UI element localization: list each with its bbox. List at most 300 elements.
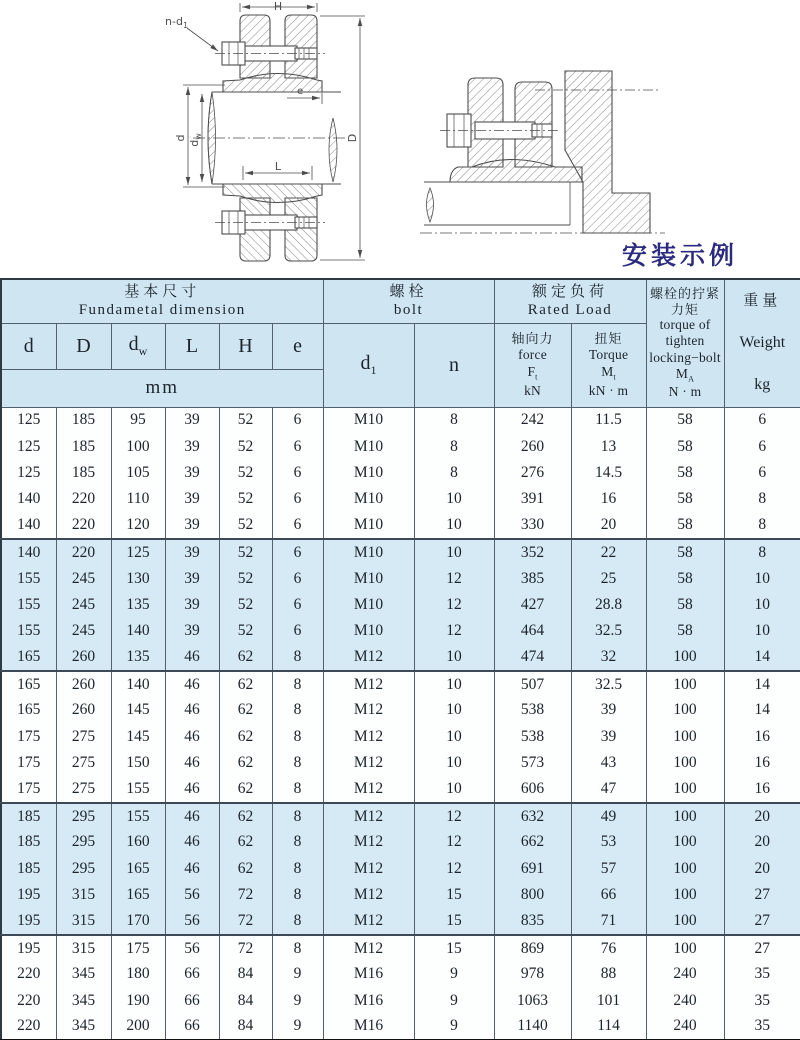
table-cell: 125	[1, 407, 56, 433]
table-cell: 6	[724, 407, 800, 433]
table-cell: 8	[724, 539, 800, 565]
table-cell: 46	[165, 750, 219, 776]
table-cell: 8	[272, 908, 323, 934]
table-cell: 88	[571, 961, 646, 987]
table-cell: 175	[1, 750, 56, 776]
header-weight-en: Weight	[739, 334, 786, 352]
table-cell: M10	[323, 565, 414, 591]
table-cell: 8	[272, 803, 323, 829]
table-cell: 43	[571, 750, 646, 776]
table-cell: 52	[219, 565, 272, 591]
table-cell: 140	[1, 513, 56, 539]
table-cell: 72	[219, 882, 272, 908]
table-cell: 220	[1, 988, 56, 1014]
table-cell: 58	[646, 618, 724, 644]
table-cell: 9	[414, 961, 494, 987]
table-cell: 39	[165, 592, 219, 618]
table-cell: 100	[646, 645, 724, 671]
table-cell: 28.8	[571, 592, 646, 618]
table-cell: 869	[494, 935, 571, 961]
table-cell: M16	[323, 961, 414, 987]
dim-label-H: H	[273, 0, 283, 13]
col-header-d1: $d_1$	[323, 323, 414, 407]
table-cell: M12	[323, 882, 414, 908]
table-cell: 145	[111, 724, 165, 750]
table-cell: 8	[272, 697, 323, 723]
table-cell: 245	[56, 592, 111, 618]
table-cell: 12	[414, 565, 494, 591]
table-row	[1, 697, 800, 723]
table-cell: 84	[219, 988, 272, 1014]
table-cell: 6	[272, 565, 323, 591]
table-cell: M10	[323, 407, 414, 433]
table-cell: M10	[323, 433, 414, 459]
table-cell: 14	[724, 671, 800, 697]
table-cell: 39	[165, 565, 219, 591]
col-header-d: d	[1, 323, 56, 369]
table-cell: 52	[219, 486, 272, 512]
table-cell: 101	[571, 988, 646, 1014]
table-cell: 125	[1, 433, 56, 459]
table-cell: 12	[414, 856, 494, 882]
table-cell: 6	[272, 539, 323, 565]
table-cell: 58	[646, 460, 724, 486]
table-cell: 9	[272, 988, 323, 1014]
installation-example-caption: 安装示例	[621, 243, 738, 270]
table-cell: 10	[414, 724, 494, 750]
torque-cn: 扭矩	[594, 330, 623, 346]
table-cell: 140	[1, 486, 56, 512]
table-cell: 46	[165, 856, 219, 882]
table-cell: 35	[724, 961, 800, 987]
table-cell: 662	[494, 829, 571, 855]
col-header-L: L	[165, 323, 219, 369]
table-cell: M12	[323, 671, 414, 697]
table-cell: 140	[111, 671, 165, 697]
table-cell: 12	[414, 618, 494, 644]
table-cell: 35	[724, 988, 800, 1014]
table-cell: 573	[494, 750, 571, 776]
col-header-dw: $d_w$	[111, 323, 165, 369]
table-cell: 220	[56, 513, 111, 539]
table-cell: 39	[165, 486, 219, 512]
col-header-D: D	[56, 323, 111, 369]
table-cell: 62	[219, 645, 272, 671]
table-cell: 130	[111, 565, 165, 591]
header-weight-cn: 重量	[743, 293, 782, 310]
table-row	[1, 961, 800, 987]
table-cell: 53	[571, 829, 646, 855]
table-cell: 330	[494, 513, 571, 539]
table-cell: 46	[165, 724, 219, 750]
table-cell: 240	[646, 961, 724, 987]
table-cell: 32.5	[571, 671, 646, 697]
table-cell: 76	[571, 935, 646, 961]
table-cell: 39	[571, 724, 646, 750]
header-group-bolt	[323, 279, 494, 323]
table-cell: 72	[219, 935, 272, 961]
table-cell: 155	[111, 776, 165, 802]
table-cell: 100	[646, 803, 724, 829]
table-cell: 10	[414, 486, 494, 512]
table-cell: 84	[219, 1014, 272, 1040]
table-cell: 165	[1, 645, 56, 671]
table-cell: 315	[56, 882, 111, 908]
table-cell: 10	[414, 776, 494, 802]
table-cell: M12	[323, 724, 414, 750]
table-cell: 8	[272, 882, 323, 908]
table-cell: 100	[646, 724, 724, 750]
table-cell: 20	[724, 829, 800, 855]
table-cell: 352	[494, 539, 571, 565]
table-cell: 16	[571, 486, 646, 512]
table-cell: 16	[724, 750, 800, 776]
table-cell: 62	[219, 856, 272, 882]
table-cell: 8	[414, 433, 494, 459]
table-cell: 8	[272, 645, 323, 671]
table-cell: 135	[111, 645, 165, 671]
table-cell: 185	[1, 829, 56, 855]
table-cell: 39	[165, 513, 219, 539]
table-cell: 32	[571, 645, 646, 671]
table-cell: 62	[219, 750, 272, 776]
table-row	[1, 856, 800, 882]
dim-label-n-d1: $n-d_1$	[165, 15, 189, 30]
table-cell: 195	[1, 908, 56, 934]
table-cell: 345	[56, 1014, 111, 1040]
axial-unit: kN	[524, 382, 541, 398]
table-cell: 62	[219, 776, 272, 802]
table-row	[1, 803, 800, 829]
table-header	[1, 279, 800, 407]
table-cell: 260	[56, 645, 111, 671]
table-cell: 275	[56, 750, 111, 776]
col-header-e: e	[272, 323, 323, 369]
table-cell: 538	[494, 724, 571, 750]
table-cell: M12	[323, 829, 414, 855]
dimension-drawing	[145, 0, 415, 278]
header-basic-en: Fundametal dimension	[78, 302, 246, 319]
table-cell: 8	[414, 460, 494, 486]
table-cell: 9	[272, 1014, 323, 1040]
table-row	[1, 776, 800, 802]
table-cell: 20	[724, 856, 800, 882]
table-cell: 27	[724, 935, 800, 961]
table-cell: M10	[323, 592, 414, 618]
table-cell: 125	[111, 539, 165, 565]
table-cell: M10	[323, 460, 414, 486]
table-cell: 56	[165, 935, 219, 961]
table-cell: 6	[724, 433, 800, 459]
col-header-n: n	[414, 323, 494, 407]
table-cell: 295	[56, 829, 111, 855]
table-cell: 220	[56, 539, 111, 565]
table-cell: 15	[414, 882, 494, 908]
table-cell: M16	[323, 988, 414, 1014]
table-row	[1, 829, 800, 855]
table-cell: M10	[323, 539, 414, 565]
table-cell: 185	[56, 433, 111, 459]
table-row	[1, 486, 800, 512]
table-cell: 100	[646, 776, 724, 802]
table-cell: 1140	[494, 1014, 571, 1040]
table-cell: 14.5	[571, 460, 646, 486]
table-cell: 8	[272, 935, 323, 961]
header-lock-cn1: 螺栓的拧紧	[650, 286, 721, 302]
table-cell: 10	[414, 671, 494, 697]
table-cell: 62	[219, 671, 272, 697]
table-cell: M10	[323, 513, 414, 539]
table-cell: 6	[272, 407, 323, 433]
axial-symbol: $F_t$	[527, 363, 538, 382]
table-cell: 175	[111, 935, 165, 961]
table-cell: 125	[1, 460, 56, 486]
table-cell: 105	[111, 460, 165, 486]
table-row	[1, 988, 800, 1014]
table-cell: 10	[724, 592, 800, 618]
table-cell: M12	[323, 645, 414, 671]
table-cell: 691	[494, 856, 571, 882]
table-cell: 52	[219, 539, 272, 565]
header-lock-en2: tighten	[665, 333, 705, 349]
table-cell: 245	[56, 565, 111, 591]
dim-label-D: D	[346, 133, 359, 143]
table-cell: 276	[494, 460, 571, 486]
table-cell: 260	[56, 671, 111, 697]
table-cell: 391	[494, 486, 571, 512]
table-cell: 120	[111, 513, 165, 539]
table-row	[1, 724, 800, 750]
installation-drawing	[420, 40, 720, 240]
table-cell: 10	[414, 513, 494, 539]
table-cell: 165	[111, 882, 165, 908]
table-cell: 46	[165, 776, 219, 802]
header-weight	[724, 279, 800, 407]
table-row	[1, 539, 800, 565]
header-lock-en3: locking−bolt	[649, 349, 721, 365]
table-cell: 9	[272, 961, 323, 987]
col-header-torque	[571, 323, 646, 407]
table-cell: 52	[219, 592, 272, 618]
table-cell: 58	[646, 407, 724, 433]
table-cell: 6	[272, 460, 323, 486]
table-cell: 385	[494, 565, 571, 591]
torque-unit: kN · m	[588, 382, 629, 398]
torque-symbol: $M_t$	[601, 363, 616, 382]
table-body	[1, 407, 800, 1040]
table-cell: 39	[165, 539, 219, 565]
table-row	[1, 882, 800, 908]
col-header-axial-force	[494, 323, 571, 407]
table-cell: 66	[165, 1014, 219, 1040]
table-cell: 66	[165, 988, 219, 1014]
header-weight-unit: kg	[754, 376, 771, 394]
table-cell: 427	[494, 592, 571, 618]
table-cell: 8	[272, 671, 323, 697]
table-cell: 32.5	[571, 618, 646, 644]
table-cell: M16	[323, 1014, 414, 1040]
spec-table	[0, 278, 800, 1040]
table-cell: M12	[323, 803, 414, 829]
table-cell: 39	[165, 460, 219, 486]
table-cell: 14	[724, 697, 800, 723]
table-cell: 46	[165, 671, 219, 697]
header-group-basic	[1, 279, 323, 323]
table-cell: 58	[646, 513, 724, 539]
table-cell: 52	[219, 433, 272, 459]
table-cell: 47	[571, 776, 646, 802]
table-cell: 49	[571, 803, 646, 829]
table-cell: 39	[165, 618, 219, 644]
table-cell: M12	[323, 750, 414, 776]
table-cell: 52	[219, 460, 272, 486]
table-cell: 800	[494, 882, 571, 908]
table-row	[1, 935, 800, 961]
header-lock-cn2: 力矩	[671, 301, 700, 317]
table-cell: 46	[165, 697, 219, 723]
table-cell: 56	[165, 882, 219, 908]
table-cell: 100	[111, 433, 165, 459]
table-cell: 242	[494, 407, 571, 433]
table-cell: M12	[323, 697, 414, 723]
table-cell: 8	[272, 724, 323, 750]
axial-cn: 轴向力	[511, 330, 554, 346]
table-cell: 8	[272, 829, 323, 855]
dim-label-e: e	[297, 86, 304, 97]
table-cell: 10	[724, 565, 800, 591]
table-cell: 100	[646, 671, 724, 697]
table-cell: 100	[646, 697, 724, 723]
table-cell: 72	[219, 908, 272, 934]
header-rated-en: Rated Load	[527, 302, 613, 319]
table-cell: 185	[1, 803, 56, 829]
table-cell: 538	[494, 697, 571, 723]
table-cell: 220	[1, 1014, 56, 1040]
table-cell: 12	[414, 592, 494, 618]
table-cell: 8	[272, 856, 323, 882]
table-cell: 315	[56, 908, 111, 934]
table-cell: 155	[111, 803, 165, 829]
table-cell: M12	[323, 856, 414, 882]
table-cell: 6	[272, 618, 323, 644]
table-cell: 95	[111, 407, 165, 433]
table-cell: 58	[646, 565, 724, 591]
table-cell: 62	[219, 724, 272, 750]
table-row	[1, 750, 800, 776]
table-cell: 13	[571, 433, 646, 459]
table-cell: 195	[1, 882, 56, 908]
table-cell: 46	[165, 645, 219, 671]
table-cell: 8	[272, 750, 323, 776]
table-cell: 260	[56, 697, 111, 723]
table-cell: 155	[1, 618, 56, 644]
table-cell: 175	[1, 724, 56, 750]
table-cell: 135	[111, 592, 165, 618]
table-cell: 140	[111, 618, 165, 644]
header-lock-unit: N · m	[668, 384, 702, 400]
table-cell: 6	[724, 460, 800, 486]
table-cell: 240	[646, 988, 724, 1014]
table-cell: 22	[571, 539, 646, 565]
table-cell: 56	[165, 908, 219, 934]
table-cell: 165	[1, 671, 56, 697]
dim-label-d: d	[174, 134, 187, 142]
table-cell: 978	[494, 961, 571, 987]
table-cell: 100	[646, 882, 724, 908]
table-cell: 8	[724, 513, 800, 539]
dim-label-dw: $d_w$	[188, 133, 203, 147]
table-cell: 155	[1, 592, 56, 618]
table-cell: 110	[111, 486, 165, 512]
table-cell: 100	[646, 829, 724, 855]
table-cell: 315	[56, 935, 111, 961]
table-row	[1, 460, 800, 486]
table-cell: 16	[724, 724, 800, 750]
table-cell: 27	[724, 882, 800, 908]
table-cell: 185	[56, 407, 111, 433]
table-cell: 14	[724, 645, 800, 671]
table-cell: 190	[111, 988, 165, 1014]
table-cell: 100	[646, 908, 724, 934]
table-cell: 12	[414, 829, 494, 855]
table-cell: 15	[414, 935, 494, 961]
table-cell: 170	[111, 908, 165, 934]
table-cell: 185	[1, 856, 56, 882]
table-cell: 474	[494, 645, 571, 671]
table-cell: 6	[272, 513, 323, 539]
table-cell: 835	[494, 908, 571, 934]
table-cell: 240	[646, 1014, 724, 1040]
table-cell: M12	[323, 776, 414, 802]
table-cell: 6	[272, 592, 323, 618]
table-cell: 180	[111, 961, 165, 987]
table-cell: M12	[323, 935, 414, 961]
table-cell: 66	[571, 882, 646, 908]
table-cell: 66	[165, 961, 219, 987]
table-cell: 62	[219, 697, 272, 723]
table-cell: 507	[494, 671, 571, 697]
table-cell: 12	[414, 803, 494, 829]
table-row	[1, 513, 800, 539]
table-cell: 175	[1, 776, 56, 802]
table-cell: 632	[494, 803, 571, 829]
header-lock-en1: torque of	[659, 317, 711, 333]
table-cell: 20	[571, 513, 646, 539]
table-cell: M12	[323, 908, 414, 934]
table-cell: 62	[219, 829, 272, 855]
table-cell: 10	[414, 539, 494, 565]
table-cell: 46	[165, 829, 219, 855]
header-bolt-en: bolt	[393, 302, 424, 319]
table-cell: 10	[414, 697, 494, 723]
table-cell: 10	[724, 618, 800, 644]
table-cell: 6	[272, 433, 323, 459]
table-cell: 145	[111, 697, 165, 723]
table-cell: 8	[724, 486, 800, 512]
table-cell: 52	[219, 407, 272, 433]
table-cell: 220	[56, 486, 111, 512]
table-cell: 100	[646, 935, 724, 961]
table-cell: 20	[724, 803, 800, 829]
table-cell: M10	[323, 486, 414, 512]
table-row	[1, 407, 800, 433]
axial-en: force	[518, 346, 547, 362]
table-cell: 10	[414, 750, 494, 776]
table-cell: 155	[1, 565, 56, 591]
table-row	[1, 671, 800, 697]
table-cell: 9	[414, 988, 494, 1014]
dim-label-L: L	[274, 160, 282, 173]
